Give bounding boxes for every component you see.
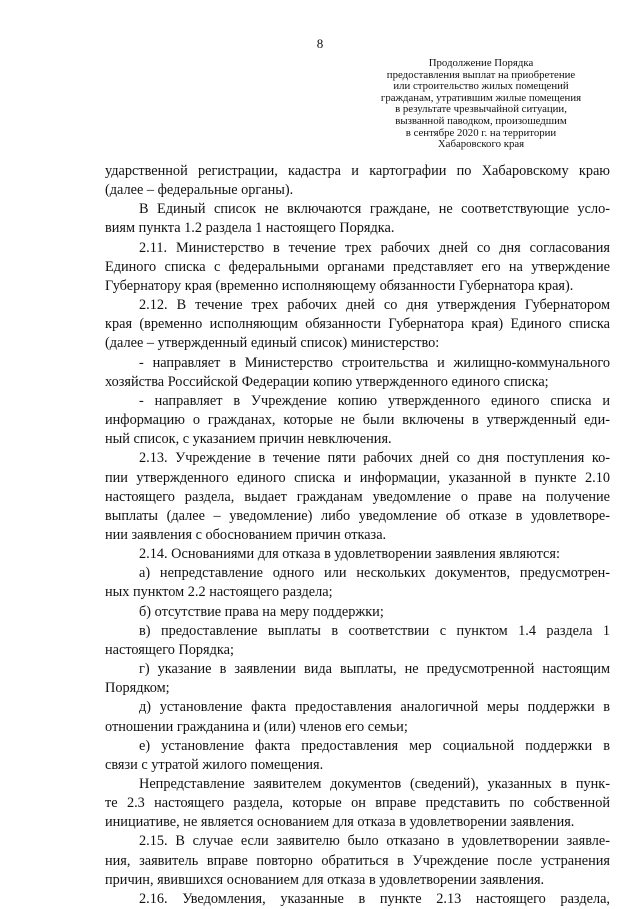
body-line: - направляет в Учреждение копию утвержденного единого списка и (139, 392, 610, 409)
header-line: в сентябре 2020 г. на территории (405, 126, 557, 139)
body-line: настоящего Порядка; (105, 641, 234, 658)
header-line: в результате чрезвычайной ситуации, (395, 103, 567, 116)
body-line: (далее – федеральные органы). (105, 182, 294, 199)
header-line: или строительство жилых помещений (393, 80, 569, 93)
body-line: ударственной регистрации, кадастра и картографии по Хабаровскому краю (105, 163, 610, 179)
appendix-header (358, 58, 604, 151)
body-line: 2.13. Учреждение в течение пяти рабочих дней со дня поступления ко- (139, 450, 610, 467)
body-line: 2.14. Основаниями для отказа в удовлетворении заявления являются: (139, 546, 560, 563)
body-line: ных пунктом 2.2 настоящего раздела; (105, 584, 333, 601)
page-number: 8 (316, 36, 324, 51)
body-line: (далее – утвержденный единый список) министерство: (105, 335, 440, 352)
body-line: 2.15. В случае если заявителю было отказано в удовлетворении заявле- (139, 833, 610, 850)
body-line: 2.16. Уведомления, указанные в пункте 2.13 настоящего раздела, (139, 890, 610, 907)
body-line: ный список, с указанием причин невключения. (105, 431, 392, 448)
body-line: информацию о гражданах, которые не были включены в утвержденный еди- (105, 412, 610, 429)
body-line: края (временно исполняющим обязанности Губернатора края) Единого списка (105, 316, 610, 333)
header-line: гражданам, утратившим жилые помещения (380, 91, 582, 104)
header-line: вызванной паводком, произошедшим (395, 114, 567, 127)
body-line: в) предоставление выплаты в соответствии с пунктом 1.4 раздела 1 (139, 622, 610, 639)
body-line: те 2.3 настоящего раздела, которые он вправе представить по собственной (105, 795, 610, 812)
body-line: настоящего раздела, выдает гражданам уведомление о праве на получение (105, 488, 610, 505)
body-line: Губернатору края (временно исполняющему обязанности Губернатора края). (105, 277, 574, 294)
body-line: хозяйства Российской Федерации копию утвержденного единого списка; (105, 373, 549, 390)
body-line: причин, явившихся основанием для отказа в удовлетворении заявления. (105, 871, 545, 888)
body-line: связи с утратой жилого помещения. (105, 756, 324, 773)
body-line: 2.12. В течение трех рабочих дней со дня утверждения Губернатором (139, 297, 610, 314)
body-line: В Единый список не включаются граждане, не соответствующие усло- (139, 201, 610, 218)
body-text (105, 162, 610, 909)
body-line: отношении гражданина и (или) членов его семьи; (105, 718, 408, 735)
header-line: Продолжение Порядка (428, 57, 534, 69)
body-line: е) установление факта предоставления мер социальной поддержки в (139, 737, 610, 754)
body-line: д) установление факта предоставления аналогичной меры поддержки в (139, 699, 610, 716)
body-line: 2.11. Министерство в течение трех рабочих дней со дня согласования (139, 239, 610, 256)
body-line: выплаты (далее – уведомление) либо уведомление об отказе в удовлетворе- (105, 507, 610, 524)
header-line: Хабаровского края (437, 138, 525, 151)
body-line: б) отсутствие права на меру поддержки; (139, 603, 384, 620)
body-line: а) непредставление одного или нескольких документов, предусмотрен- (139, 565, 610, 582)
body-line: г) указание в заявлении вида выплаты, не предусмотренной настоящим (139, 661, 610, 678)
body-line: Непредставление заявителем документов (сведений), указанных в пунк- (139, 776, 610, 792)
body-line: инициативе, не является основанием для отказа в удовлетворении заявления. (105, 814, 575, 831)
body-line: - направляет в Министерство строительства и жилищно-коммунального (139, 354, 610, 371)
body-line: пии утвержденного единого списка и информации, указанной в пункте 2.10 (105, 469, 610, 486)
header-line: предоставления выплат на приобретение (386, 68, 576, 81)
body-line: ния, заявитель вправе повторно обратиться в Учреждение после устранения (105, 852, 610, 869)
body-line: нии заявления с обоснованием причин отказа. (105, 526, 387, 543)
body-line: Единого списка с федеральными органами представляет его на утверждение (105, 258, 610, 275)
body-line: виям пункта 1.2 раздела 1 настоящего Порядка. (105, 220, 395, 237)
body-line: Порядком; (105, 680, 170, 697)
